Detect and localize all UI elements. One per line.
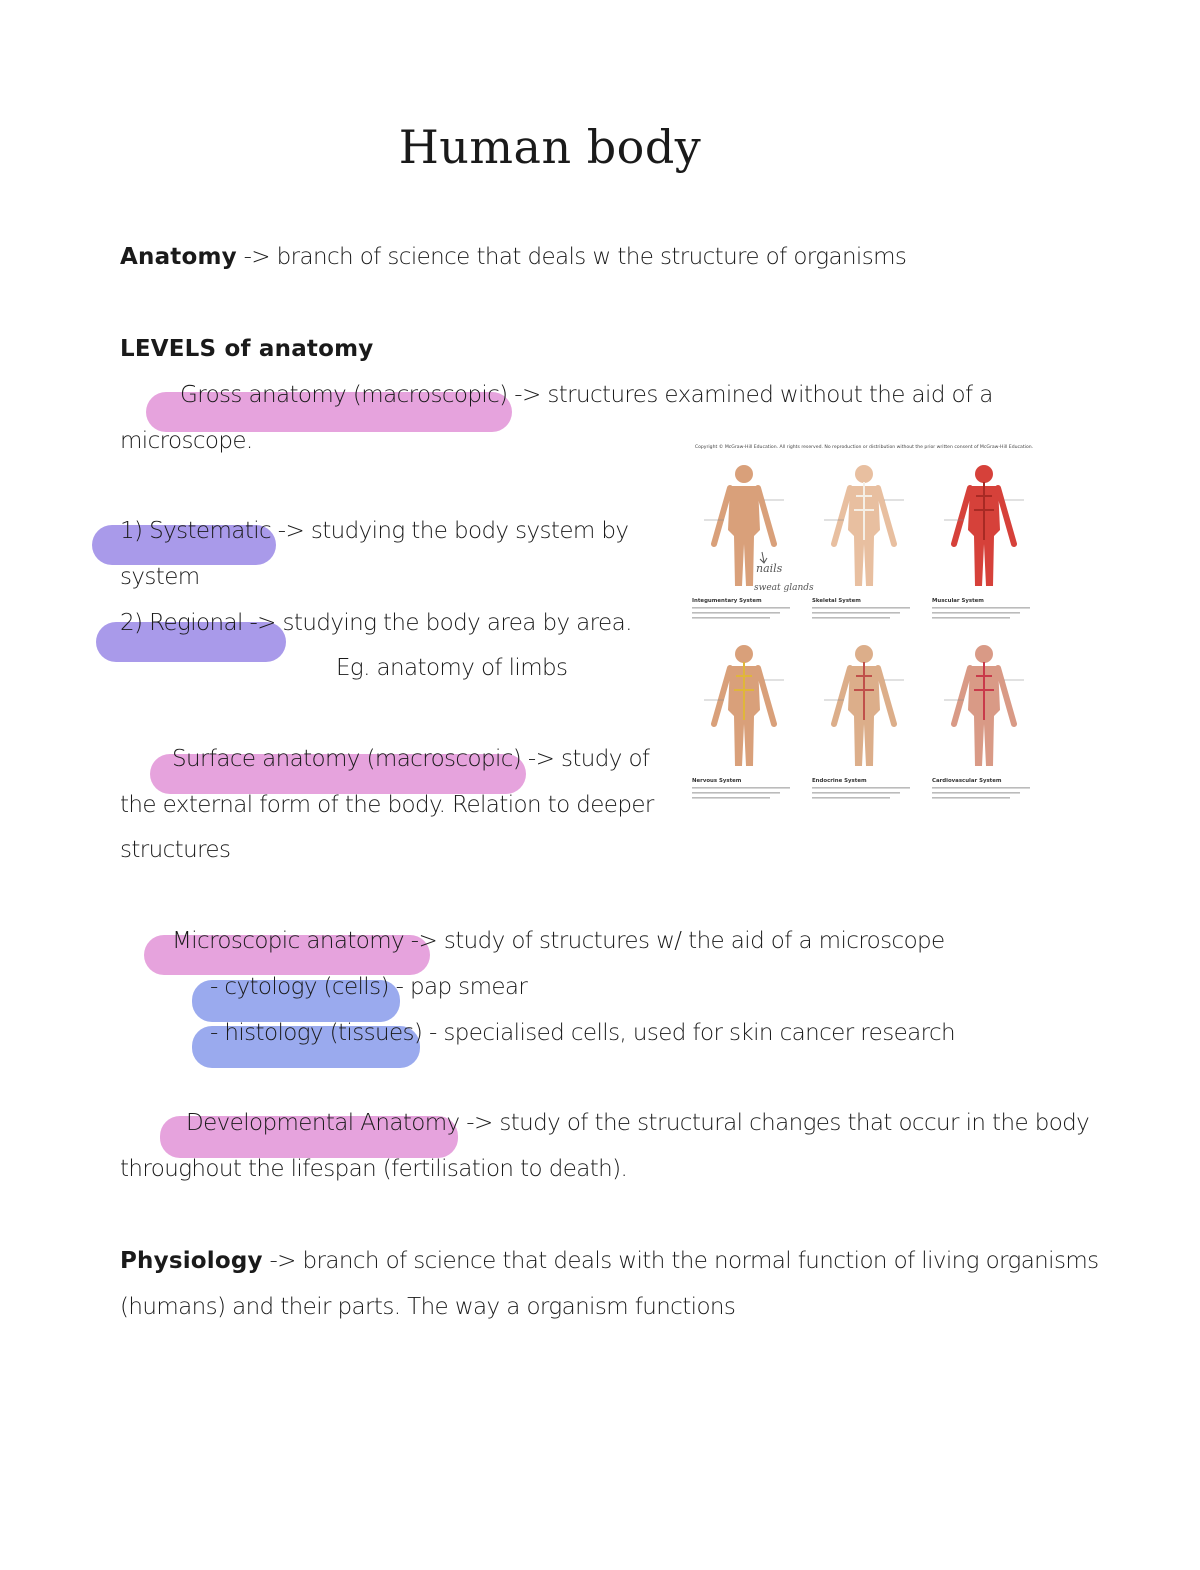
levels-heading: LEVELS of anatomy bbox=[120, 336, 374, 362]
surface-anatomy-term: Surface anatomy (macroscopic) bbox=[172, 746, 522, 772]
figure-caption-line bbox=[812, 612, 900, 614]
body-systems-figure bbox=[686, 440, 1042, 820]
microscopic-anatomy-definition: -> study of structures w/ the aid of a microscope bbox=[404, 928, 945, 954]
regional-term: 2) Regional bbox=[120, 610, 243, 636]
physiology-line bbox=[120, 1248, 1099, 1274]
developmental-anatomy-term: Developmental Anatomy bbox=[186, 1110, 460, 1136]
figure-head bbox=[975, 645, 993, 663]
figure-caption-line bbox=[692, 792, 780, 794]
body-figure bbox=[932, 645, 1030, 799]
histology-definition: - specialised cells, used for skin cancer research bbox=[422, 1020, 955, 1046]
figure-head bbox=[855, 645, 873, 663]
regional-line bbox=[120, 610, 632, 636]
figure-caption-line bbox=[932, 797, 1010, 799]
physiology-continuation: (humans) and their parts. The way a organism functions bbox=[120, 1294, 736, 1320]
surface-anatomy-definition: -> study of bbox=[521, 746, 650, 772]
figure-system-label: Muscular System bbox=[932, 598, 984, 604]
gross-anatomy-definition: -> structures examined without the aid of a bbox=[507, 382, 993, 408]
figure-caption-line bbox=[692, 617, 770, 619]
gross-anatomy-term: Gross anatomy (macroscopic) bbox=[180, 382, 508, 408]
developmental-anatomy-continuation: throughout the lifespan (fertilisation to death). bbox=[120, 1156, 628, 1182]
body-figure bbox=[812, 645, 910, 799]
figure-caption-line bbox=[692, 797, 770, 799]
figure-caption-line bbox=[692, 787, 790, 789]
anatomy-term: Anatomy bbox=[120, 244, 237, 270]
cytology-definition: - pap smear bbox=[388, 974, 528, 1000]
figure-copyright: Copyright © McGraw-Hill Education. All rights reserved. No reproduction or distribution without the prior written consent of McGraw-Hill Education. bbox=[694, 445, 1034, 450]
body-figure bbox=[692, 645, 790, 799]
gross-anatomy-continuation: microscope. bbox=[120, 428, 253, 454]
figure-caption-line bbox=[932, 787, 1030, 789]
figure-head bbox=[855, 465, 873, 483]
systematic-term: 1) Systematic bbox=[120, 518, 272, 544]
figure-head bbox=[735, 465, 753, 483]
handwritten-note: nails bbox=[756, 562, 783, 575]
figure-caption-line bbox=[692, 612, 780, 614]
figure-system-label: Integumentary System bbox=[692, 598, 762, 604]
surface-anatomy-continuation-2: structures bbox=[120, 837, 231, 863]
body-figure bbox=[692, 465, 790, 619]
developmental-anatomy-line bbox=[186, 1110, 1089, 1136]
microscopic-anatomy-term: Microscopic anatomy bbox=[172, 928, 405, 954]
figure-caption-line bbox=[812, 787, 910, 789]
anatomy-line bbox=[120, 244, 906, 270]
figure-head bbox=[975, 465, 993, 483]
microscopic-anatomy-line bbox=[172, 928, 945, 954]
figure-caption-line bbox=[932, 792, 1020, 794]
cytology-line bbox=[210, 974, 527, 1000]
figure-caption-line bbox=[812, 617, 890, 619]
physiology-definition: -> branch of science that deals with the normal function of living organisms bbox=[262, 1248, 1099, 1274]
figure-system-label: Cardiovascular System bbox=[932, 778, 1002, 784]
figure-system-label: Endocrine System bbox=[812, 778, 867, 784]
histology-term: - histology (tissues) bbox=[210, 1020, 423, 1046]
figure-caption-line bbox=[812, 797, 890, 799]
body-figure bbox=[812, 465, 910, 619]
figure-system-label: Nervous System bbox=[692, 778, 742, 784]
figure-caption-line bbox=[932, 607, 1030, 609]
body-systems-illustration bbox=[686, 440, 1042, 820]
page-title: Human body bbox=[398, 120, 702, 174]
surface-anatomy-continuation-1: the external form of the body. Relation to deeper bbox=[120, 792, 654, 818]
regional-example: Eg. anatomy of limbs bbox=[336, 655, 568, 681]
figure-caption-line bbox=[692, 607, 790, 609]
cytology-term: - cytology (cells) bbox=[210, 974, 389, 1000]
figure-head bbox=[735, 645, 753, 663]
figure-caption-line bbox=[812, 792, 900, 794]
systematic-continuation: system bbox=[120, 564, 200, 590]
gross-anatomy-line bbox=[180, 382, 993, 408]
physiology-term: Physiology bbox=[120, 1248, 263, 1274]
figure-system-label: Skeletal System bbox=[812, 598, 861, 604]
handwritten-note: sweat glands bbox=[754, 583, 814, 593]
surface-anatomy-line bbox=[172, 746, 649, 772]
developmental-anatomy-definition: -> study of the structural changes that occur in the body bbox=[459, 1110, 1090, 1136]
anatomy-definition: -> branch of science that deals w the structure of organisms bbox=[236, 244, 907, 270]
histology-line bbox=[210, 1020, 955, 1046]
figure-caption-line bbox=[932, 617, 1010, 619]
figure-caption-line bbox=[932, 612, 1020, 614]
figure-caption-line bbox=[812, 607, 910, 609]
body-figure bbox=[932, 465, 1030, 619]
systematic-definition: -> studying the body system by bbox=[271, 518, 629, 544]
regional-definition: -> studying the body area by area. bbox=[242, 610, 632, 636]
systematic-line bbox=[120, 518, 628, 544]
